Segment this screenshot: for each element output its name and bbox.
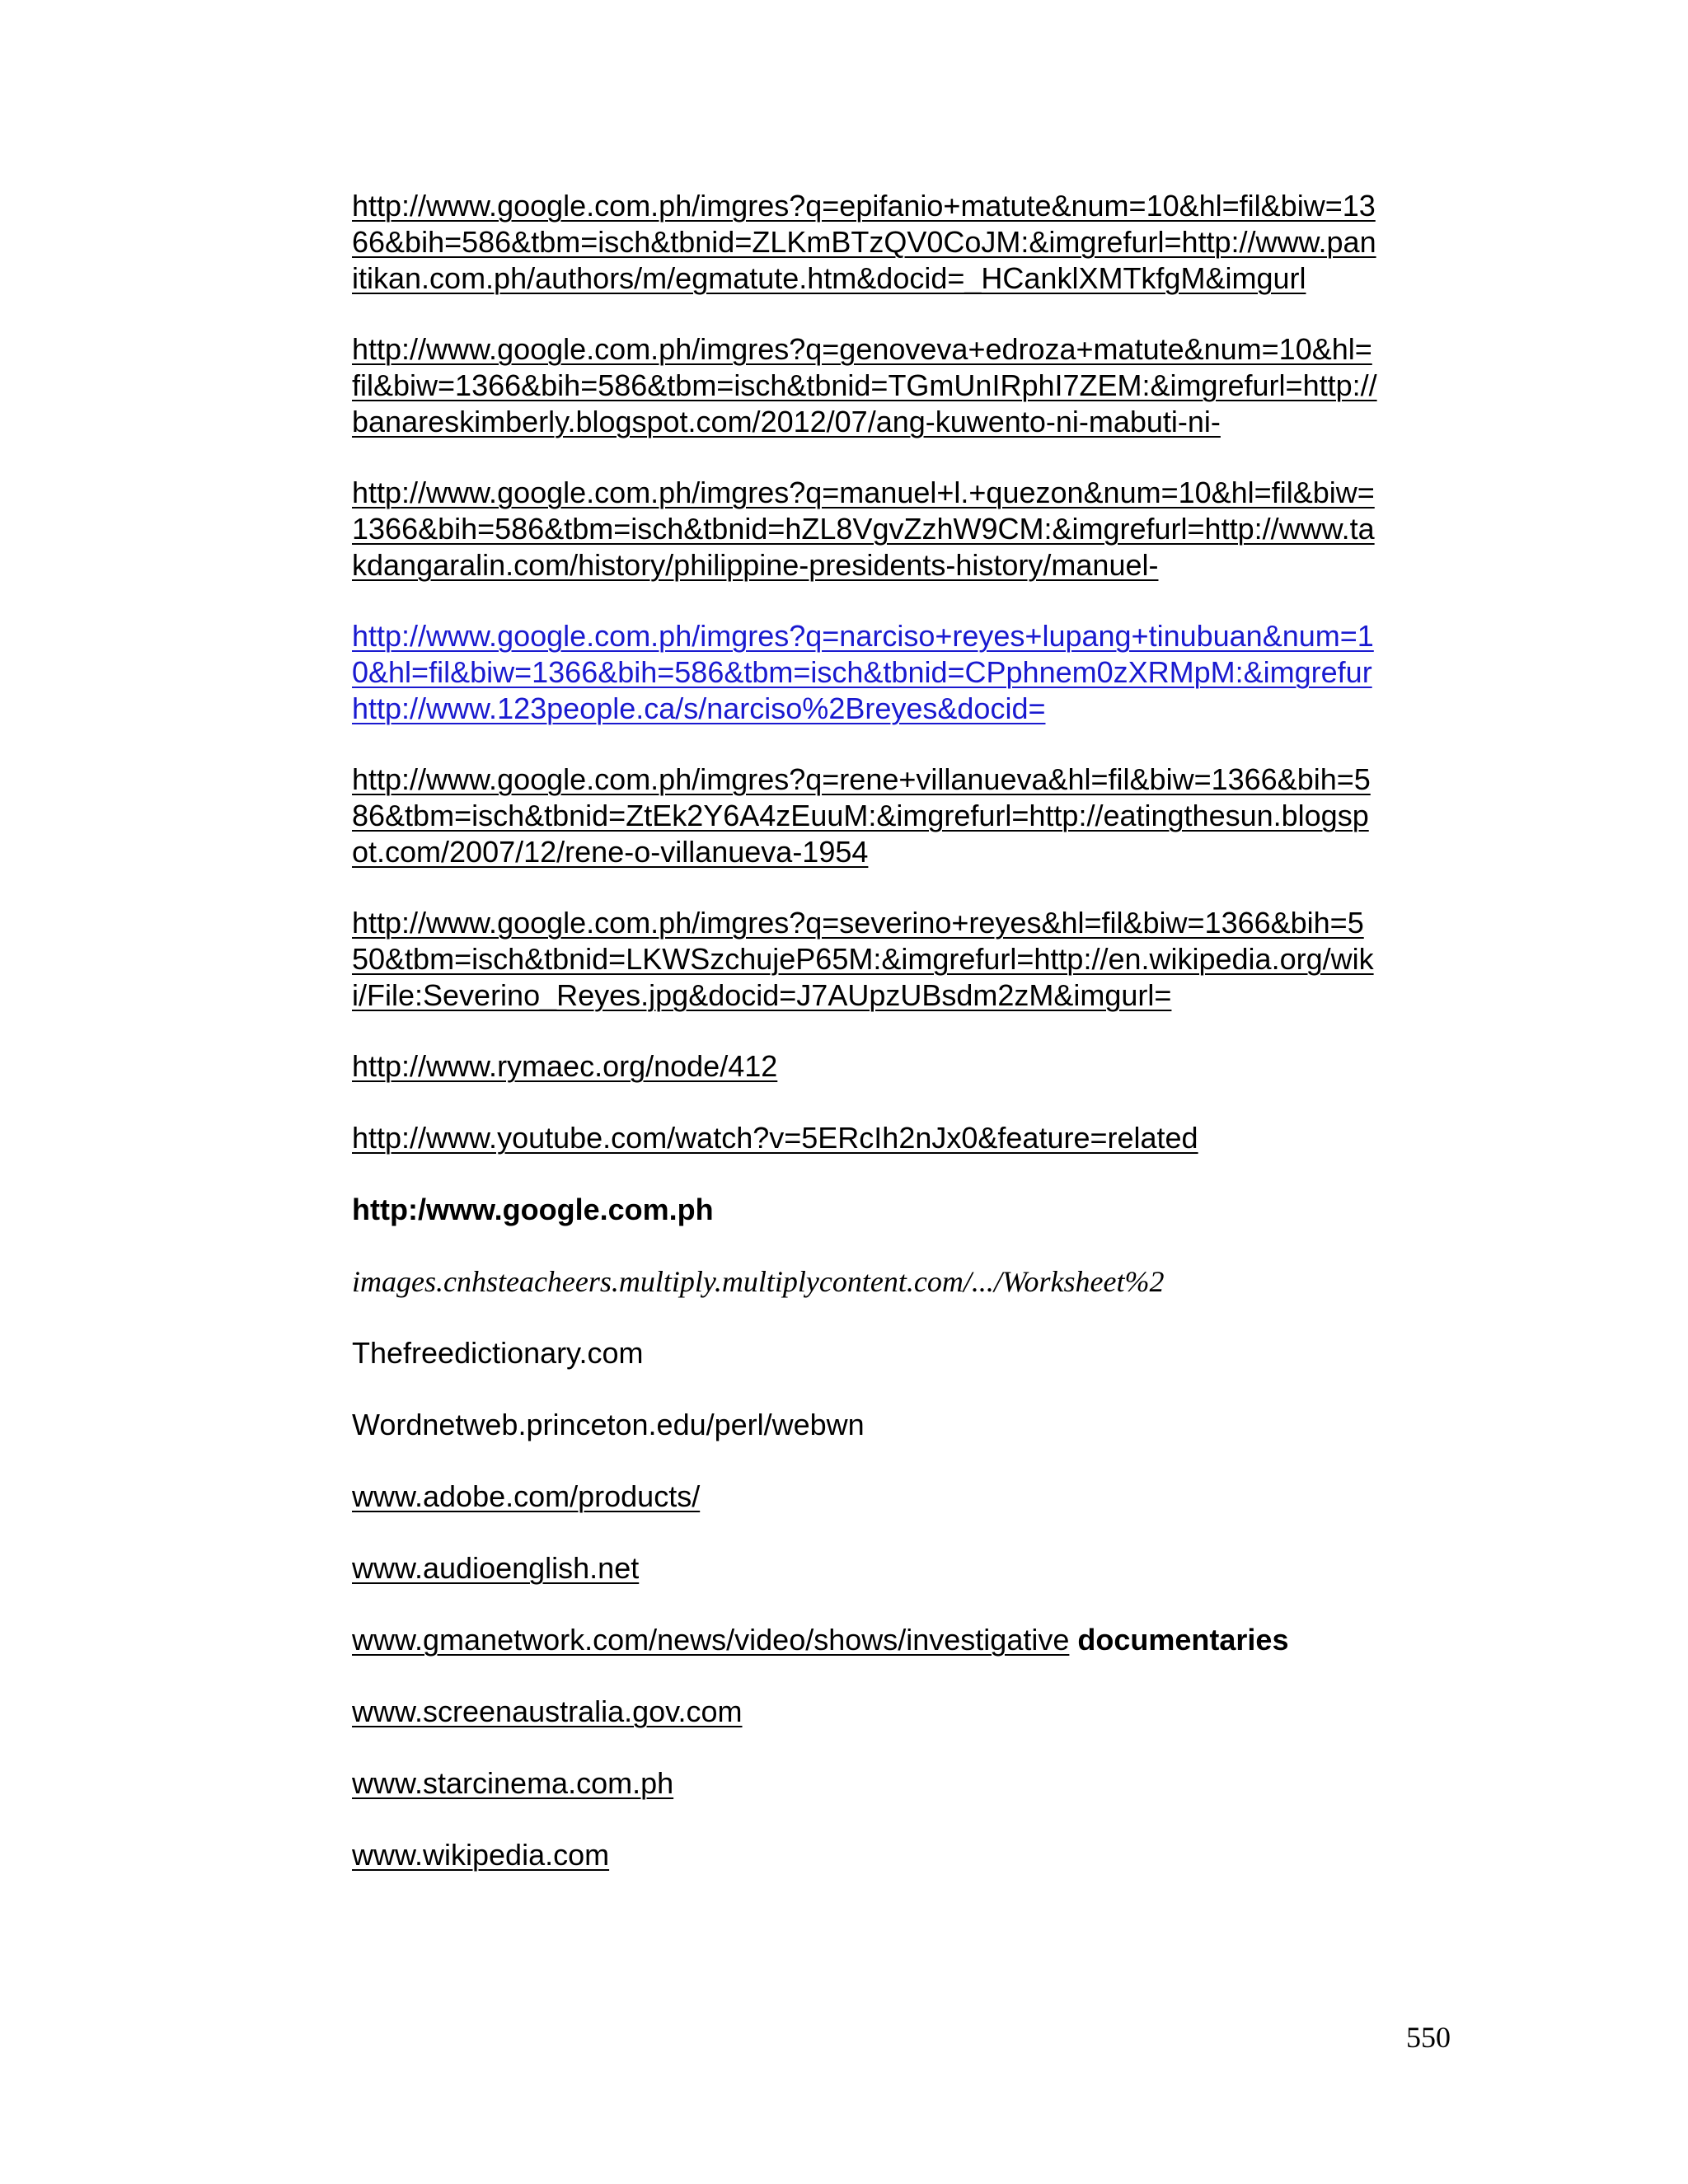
reference-entry[interactable] [352, 762, 1448, 870]
reference-line: Thefreedictionary.com [352, 1336, 644, 1370]
reference-entry[interactable] [352, 1479, 1448, 1515]
reference-line: i/File:Severino_Reyes.jpg&docid=J7AUpzUBsdm2zM&imgurl= [352, 978, 1172, 1012]
reference-line: http://www.google.com.ph/imgres?q=rene+villanueva&hl=fil&biw=1366&bih=5 [352, 762, 1371, 796]
page-number: 550 [1406, 2021, 1451, 2054]
reference-entry-plain [352, 1407, 1448, 1443]
reference-entry[interactable] [352, 1694, 1448, 1730]
reference-line: 86&tbm=isch&tbnid=ZtEk2Y6A4zEuuM:&imgrefurl=http://eatingthesun.blogsp [352, 799, 1369, 832]
reference-entry[interactable] [352, 1765, 1448, 1802]
reference-entry-mixed [352, 1622, 1448, 1658]
reference-line: www.screenaustralia.gov.com [352, 1694, 743, 1728]
reference-entry-bold [352, 1192, 1448, 1228]
reference-line: www.wikipedia.com [352, 1838, 610, 1872]
reference-entry[interactable] [352, 1550, 1448, 1586]
reference-line: 0&hl=fil&biw=1366&bih=586&tbm=isch&tbnid=CPphnem0zXRMpM:&imgrefur [352, 655, 1372, 689]
reference-suffix: documentaries [1077, 1623, 1289, 1657]
reference-line: http://www.google.com.ph/imgres?q=genoveva+edroza+matute&num=10&hl= [352, 332, 1372, 366]
reference-line: banareskimberly.blogspot.com/2012/07/ang-kuwento-ni-mabuti-ni- [352, 405, 1221, 438]
reference-line: kdangaralin.com/history/philippine-presidents-history/manuel- [352, 548, 1159, 582]
reference-line: www.starcinema.com.ph [352, 1766, 674, 1800]
reference-entry-hyperlink[interactable] [352, 618, 1448, 727]
reference-entry[interactable] [352, 475, 1448, 583]
reference-line: www.audioenglish.net [352, 1551, 640, 1585]
reference-line: Wordnetweb.princeton.edu/perl/webwn [352, 1408, 865, 1441]
reference-line: http://www.youtube.com/watch?v=5ERcIh2nJx0&feature=related [352, 1121, 1198, 1155]
reference-entry[interactable] [352, 1048, 1448, 1085]
reference-line [352, 1622, 1448, 1658]
reference-line: www.adobe.com/products/ [352, 1479, 701, 1513]
reference-line: http://www.123people.ca/s/narciso%2Breyes&docid= [352, 691, 1046, 725]
reference-line: http://www.rymaec.org/node/412 [352, 1049, 778, 1083]
reference-entry[interactable] [352, 188, 1448, 297]
reference-url[interactable]: www.gmanetwork.com/news/video/shows/investigative [352, 1623, 1070, 1657]
reference-line: http://www.google.com.ph/imgres?q=manuel+l.+quezon&num=10&hl=fil&biw= [352, 476, 1375, 509]
reference-entry-italic [352, 1263, 1448, 1300]
reference-line: http:/www.google.com.ph [352, 1193, 714, 1226]
reference-entry[interactable] [352, 1120, 1448, 1156]
reference-line: ot.com/2007/12/rene-o-villanueva-1954 [352, 835, 869, 869]
reference-line: images.cnhsteacheers.multiply.multiplycontent.com/.../Worksheet%2 [352, 1265, 1165, 1298]
reference-line: http://www.google.com.ph/imgres?q=severino+reyes&hl=fil&biw=1366&bih=5 [352, 906, 1364, 940]
reference-entry[interactable] [352, 905, 1448, 1014]
reference-line: 50&tbm=isch&tbnid=LKWSzchujeP65M:&imgrefurl=http://en.wikipedia.org/wik [352, 942, 1374, 976]
reference-line: 66&bih=586&tbm=isch&tbnid=ZLKmBTzQV0CoJM:&imgrefurl=http://www.pan [352, 225, 1376, 259]
reference-line: itikan.com.ph/authors/m/egmatute.htm&docid=_HCanklXMTkfgM&imgurl [352, 261, 1306, 295]
reference-line: 1366&bih=586&tbm=isch&tbnid=hZL8VgvZzhW9CM:&imgrefurl=http://www.ta [352, 512, 1375, 546]
reference-line: fil&biw=1366&bih=586&tbm=isch&tbnid=TGmUnIRphI7ZEM:&imgrefurl=http:// [352, 368, 1377, 402]
reference-line: http://www.google.com.ph/imgres?q=narciso+reyes+lupang+tinubuan&num=1 [352, 619, 1374, 653]
reference-entry[interactable] [352, 331, 1448, 440]
reference-entry-plain [352, 1335, 1448, 1371]
reference-line: http://www.google.com.ph/imgres?q=epifanio+matute&num=10&hl=fil&biw=13 [352, 189, 1376, 223]
reference-entry[interactable] [352, 1837, 1448, 1873]
